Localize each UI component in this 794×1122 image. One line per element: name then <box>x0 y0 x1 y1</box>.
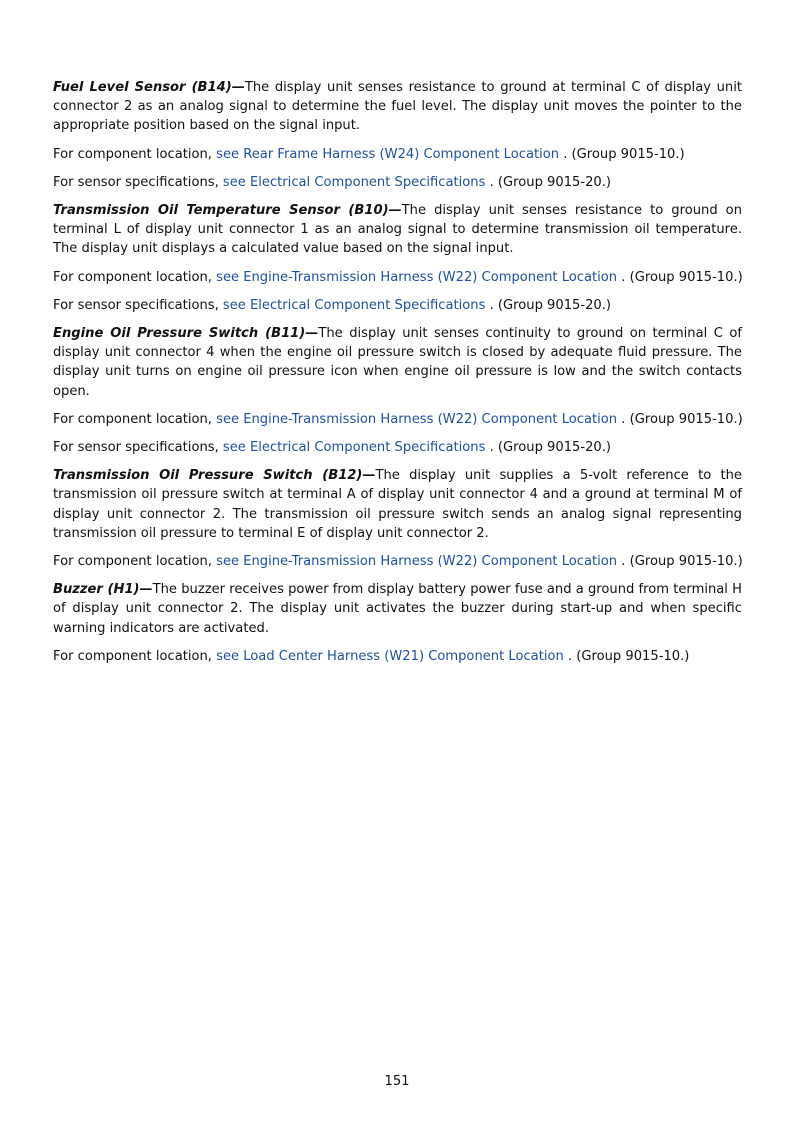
description-paragraph <box>53 580 742 638</box>
reference-suffix: . (Group 9015-10.) <box>617 269 743 285</box>
description-text: The display unit senses continuity to ground on terminal C of display unit connector 4 when the engine oil pressure switch is closed by adequate fluid pressure. The display unit turns on engine oil pressure icon when engine oil pressure is low and the switch contacts open. <box>53 326 742 399</box>
reference-suffix: . (Group 9015-10.) <box>559 146 685 162</box>
component-term: Buzzer (H1)— <box>53 582 153 598</box>
reference-prefix: For sensor specifications, <box>53 174 223 190</box>
reference-suffix: . (Group 9015-10.) <box>617 411 743 427</box>
document-body <box>53 78 742 675</box>
reference-prefix: For sensor specifications, <box>53 440 223 456</box>
reference-line <box>53 552 742 571</box>
component-term: Fuel Level Sensor (B14)— <box>53 80 245 95</box>
component-term: Transmission Oil Temperature Sensor (B10)— <box>53 203 402 219</box>
reference-prefix: For sensor specifications, <box>53 297 223 313</box>
reference-prefix: For component location, <box>53 648 217 664</box>
reference-suffix: . (Group 9015-20.) <box>485 174 612 190</box>
description-text: The display unit senses resistance to ground on terminal L of display unit connector 1 as an analog signal to determine transmission oil temperature. The display unit displays a calculated value based on the signal input. <box>53 203 742 257</box>
reference-line <box>53 296 742 315</box>
reference-link[interactable]: see Engine-Transmission Harness (W22) Component Location <box>216 411 618 427</box>
reference-link[interactable]: see Rear Frame Harness (W24) Component Location <box>216 146 560 162</box>
reference-prefix: For component location, <box>53 146 217 162</box>
reference-line <box>53 647 742 666</box>
reference-suffix: . (Group 9015-20.) <box>485 297 612 313</box>
page-number: 151 <box>384 1074 410 1089</box>
description-paragraph <box>53 78 742 136</box>
reference-link[interactable]: see Engine-Transmission Harness (W22) Component Location <box>216 554 618 570</box>
reference-suffix: . (Group 9015-20.) <box>485 440 612 456</box>
reference-suffix: . (Group 9015-10.) <box>617 554 743 570</box>
description-paragraph <box>53 201 742 259</box>
reference-suffix: . (Group 9015-10.) <box>563 648 690 664</box>
component-term: Engine Oil Pressure Switch (B11)— <box>53 326 319 342</box>
reference-prefix: For component location, <box>53 411 217 427</box>
description-text: The display unit supplies a 5-volt reference to the transmission oil pressure switch at terminal A of display unit connector 4 and a ground at terminal M of display unit connector 2. The transmission oil pressure switch sends an analog signal representing transmission oil pressure to terminal E of display unit connector 2. <box>53 468 742 541</box>
reference-line <box>53 145 742 164</box>
reference-link[interactable]: see Electrical Component Specifications <box>222 440 486 456</box>
description-text: The display unit senses resistance to ground at terminal C of display unit connector 2 as an analog signal to determine the fuel level. The display unit moves the pointer to the appropriate position based on the signal input. <box>53 80 742 134</box>
description-paragraph <box>53 466 742 543</box>
reference-line <box>53 410 742 429</box>
reference-line <box>53 268 742 287</box>
description-text: The buzzer receives power from display battery power fuse and a ground from terminal H of display unit connector 2. The display unit activates the buzzer during start-up and when specific warning indicators are activated. <box>53 582 742 636</box>
component-term: Transmission Oil Pressure Switch (B12)— <box>53 468 376 484</box>
description-paragraph <box>53 324 742 401</box>
reference-link[interactable]: see Electrical Component Specifications <box>222 297 486 313</box>
reference-link[interactable]: see Electrical Component Specifications <box>222 174 486 190</box>
reference-link[interactable]: see Load Center Harness (W21) Component Location <box>216 648 564 664</box>
reference-link[interactable]: see Engine-Transmission Harness (W22) Component Location <box>216 269 618 285</box>
reference-line <box>53 438 742 457</box>
reference-prefix: For component location, <box>53 554 217 570</box>
reference-prefix: For component location, <box>53 269 217 285</box>
reference-line <box>53 173 742 192</box>
